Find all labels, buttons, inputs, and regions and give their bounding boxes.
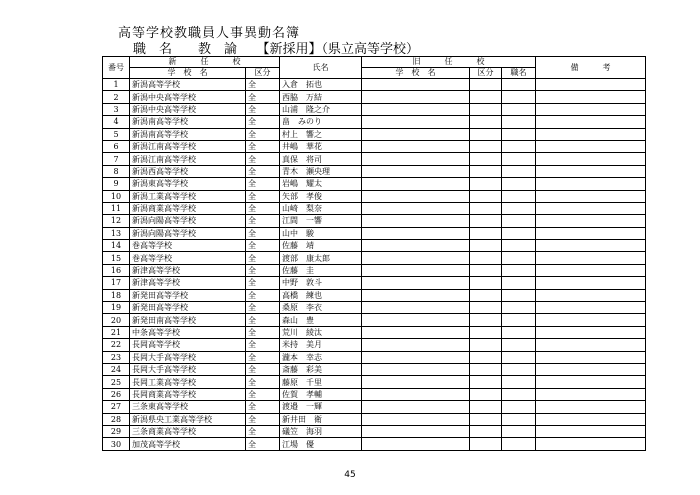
row-name: 畠 みのり: [280, 116, 362, 128]
row-remarks: [536, 128, 646, 140]
row-number: 1: [103, 79, 130, 91]
row-number: 13: [103, 227, 130, 239]
table-row: [103, 190, 646, 202]
row-name: 新井田 衛: [280, 413, 362, 425]
row-remarks: [536, 215, 646, 227]
row-old-position: [502, 363, 536, 375]
header-old-school: 学 校 名: [362, 68, 470, 79]
row-remarks: [536, 91, 646, 103]
row-old-school: [362, 302, 470, 314]
row-remarks: [536, 388, 646, 400]
row-name: 森山 豊: [280, 314, 362, 326]
row-division: 全: [246, 326, 280, 338]
row-old-position: [502, 314, 536, 326]
row-old-school: [362, 227, 470, 239]
row-division: 全: [246, 91, 280, 103]
row-school: 新潟県央工業高等学校: [130, 413, 246, 425]
table-row: [103, 252, 646, 264]
row-number: 10: [103, 190, 130, 202]
row-remarks: [536, 252, 646, 264]
row-school: 新潟南高等学校: [130, 116, 246, 128]
row-name: 山崎 梨奈: [280, 202, 362, 214]
row-number: 26: [103, 388, 130, 400]
row-school: 新潟江南高等学校: [130, 140, 246, 152]
row-number: 14: [103, 240, 130, 252]
row-name: 佐藤 靖: [280, 240, 362, 252]
personnel-table: [102, 56, 646, 451]
table-row: [103, 227, 646, 239]
row-old-school: [362, 401, 470, 413]
row-old-school: [362, 215, 470, 227]
row-old-school: [362, 413, 470, 425]
row-school: 新潟南高等学校: [130, 128, 246, 140]
row-old-position: [502, 153, 536, 165]
table-header-row: [103, 57, 646, 68]
row-old-position: [502, 326, 536, 338]
header-old-post: 旧 任 校: [362, 57, 536, 68]
table-row: [103, 215, 646, 227]
row-division: 全: [246, 165, 280, 177]
row-name: 桑原 李衣: [280, 302, 362, 314]
row-number: 4: [103, 116, 130, 128]
row-old-school: [362, 153, 470, 165]
row-number: 25: [103, 376, 130, 388]
row-number: 2: [103, 91, 130, 103]
table-row: [103, 128, 646, 140]
row-old-division: [470, 326, 502, 338]
row-old-position: [502, 103, 536, 115]
row-name: 井嶋 華花: [280, 140, 362, 152]
row-old-division: [470, 314, 502, 326]
row-old-position: [502, 202, 536, 214]
row-name: 西脇 万結: [280, 91, 362, 103]
row-remarks: [536, 116, 646, 128]
row-old-school: [362, 140, 470, 152]
row-old-school: [362, 339, 470, 351]
table-row: [103, 116, 646, 128]
row-old-position: [502, 128, 536, 140]
row-name: 入倉 拓也: [280, 79, 362, 91]
row-old-division: [470, 153, 502, 165]
row-school: 新発田高等学校: [130, 302, 246, 314]
row-remarks: [536, 103, 646, 115]
row-old-school: [362, 314, 470, 326]
row-remarks: [536, 240, 646, 252]
row-old-position: [502, 376, 536, 388]
row-old-division: [470, 165, 502, 177]
row-old-division: [470, 376, 502, 388]
row-name: 真保 将司: [280, 153, 362, 165]
table-row: [103, 401, 646, 413]
row-old-position: [502, 165, 536, 177]
row-name: 渡部 康太郎: [280, 252, 362, 264]
table-row: [103, 140, 646, 152]
row-name: 村上 響之: [280, 128, 362, 140]
row-name: 斎藤 彩美: [280, 363, 362, 375]
table-row: [103, 314, 646, 326]
row-school: 新潟工業高等学校: [130, 190, 246, 202]
row-number: 28: [103, 413, 130, 425]
row-old-division: [470, 388, 502, 400]
row-division: 全: [246, 388, 280, 400]
row-old-division: [470, 215, 502, 227]
row-old-division: [470, 91, 502, 103]
row-division: 全: [246, 215, 280, 227]
row-school: 新潟西高等学校: [130, 165, 246, 177]
row-number: 12: [103, 215, 130, 227]
row-remarks: [536, 140, 646, 152]
row-remarks: [536, 153, 646, 165]
table-row: [103, 339, 646, 351]
row-division: 全: [246, 153, 280, 165]
row-old-position: [502, 339, 536, 351]
row-old-division: [470, 79, 502, 91]
row-old-position: [502, 140, 536, 152]
row-name: 瀧本 幸志: [280, 351, 362, 363]
row-old-school: [362, 264, 470, 276]
table-row: [103, 79, 646, 91]
row-division: 全: [246, 401, 280, 413]
row-old-division: [470, 240, 502, 252]
row-division: 全: [246, 438, 280, 450]
row-division: 全: [246, 277, 280, 289]
row-old-position: [502, 351, 536, 363]
row-old-position: [502, 252, 536, 264]
row-school: 加茂高等学校: [130, 438, 246, 450]
row-old-position: [502, 116, 536, 128]
row-old-school: [362, 128, 470, 140]
row-old-division: [470, 116, 502, 128]
row-name: 米持 美月: [280, 339, 362, 351]
row-old-position: [502, 240, 536, 252]
row-old-position: [502, 425, 536, 437]
row-number: 18: [103, 289, 130, 301]
row-old-position: [502, 438, 536, 450]
row-old-school: [362, 438, 470, 450]
table-row: [103, 363, 646, 375]
row-old-school: [362, 351, 470, 363]
row-old-division: [470, 339, 502, 351]
row-division: 全: [246, 227, 280, 239]
row-old-school: [362, 190, 470, 202]
row-school: 長岡大手高等学校: [130, 351, 246, 363]
row-number: 20: [103, 314, 130, 326]
row-division: 全: [246, 425, 280, 437]
row-old-position: [502, 289, 536, 301]
row-old-division: [470, 438, 502, 450]
row-old-position: [502, 264, 536, 276]
row-name: 佐藤 圭: [280, 264, 362, 276]
table-row: [103, 264, 646, 276]
row-division: 全: [246, 376, 280, 388]
row-school: 長岡商業高等学校: [130, 388, 246, 400]
row-old-school: [362, 388, 470, 400]
table-row: [103, 326, 646, 338]
row-division: 全: [246, 103, 280, 115]
row-name: 江場 優: [280, 438, 362, 450]
row-number: 27: [103, 401, 130, 413]
row-division: 全: [246, 128, 280, 140]
row-remarks: [536, 425, 646, 437]
row-remarks: [536, 339, 646, 351]
page-number: 45: [344, 470, 356, 480]
row-old-division: [470, 413, 502, 425]
row-number: 23: [103, 351, 130, 363]
row-school: 新潟向陽高等学校: [130, 215, 246, 227]
row-remarks: [536, 79, 646, 91]
row-number: 3: [103, 103, 130, 115]
row-old-school: [362, 376, 470, 388]
row-school: 新発田高等学校: [130, 289, 246, 301]
row-number: 19: [103, 302, 130, 314]
row-school: 中条高等学校: [130, 326, 246, 338]
row-old-division: [470, 103, 502, 115]
row-division: 全: [246, 79, 280, 91]
row-school: 新潟商業高等学校: [130, 202, 246, 214]
row-old-position: [502, 388, 536, 400]
row-name: 渡邉 一輝: [280, 401, 362, 413]
document-subtitle: 職 名 教 論 【新採用】（県立高等学校）: [133, 42, 420, 57]
row-school: 新津高等学校: [130, 264, 246, 276]
row-old-school: [362, 425, 470, 437]
row-school: 巻高等学校: [130, 252, 246, 264]
row-school: 三条東高等学校: [130, 401, 246, 413]
row-school: 新潟東高等学校: [130, 178, 246, 190]
header-number: 番号: [103, 57, 130, 79]
row-old-position: [502, 227, 536, 239]
row-old-division: [470, 363, 502, 375]
row-remarks: [536, 314, 646, 326]
row-number: 11: [103, 202, 130, 214]
row-remarks: [536, 401, 646, 413]
row-division: 全: [246, 351, 280, 363]
row-old-division: [470, 289, 502, 301]
header-old-position: 職名: [502, 68, 536, 79]
row-name: 山浦 隆之介: [280, 103, 362, 115]
row-number: 22: [103, 339, 130, 351]
row-school: 長岡大手高等学校: [130, 363, 246, 375]
row-old-division: [470, 351, 502, 363]
row-number: 5: [103, 128, 130, 140]
row-number: 29: [103, 425, 130, 437]
row-old-position: [502, 215, 536, 227]
row-old-position: [502, 79, 536, 91]
row-name: 山中 駿: [280, 227, 362, 239]
row-name: 矢部 孝俊: [280, 190, 362, 202]
row-old-position: [502, 190, 536, 202]
row-old-position: [502, 277, 536, 289]
row-number: 30: [103, 438, 130, 450]
table-row: [103, 178, 646, 190]
table-row: [103, 351, 646, 363]
table-row: [103, 103, 646, 115]
row-old-school: [362, 202, 470, 214]
row-division: 全: [246, 289, 280, 301]
row-division: 全: [246, 240, 280, 252]
table-row: [103, 289, 646, 301]
row-old-school: [362, 79, 470, 91]
row-old-division: [470, 252, 502, 264]
row-name: 荒川 綾汰: [280, 326, 362, 338]
row-old-school: [362, 252, 470, 264]
row-remarks: [536, 165, 646, 177]
row-school: 新潟江南高等学校: [130, 153, 246, 165]
row-name: 青木 瀬央理: [280, 165, 362, 177]
row-school: 長岡工業高等学校: [130, 376, 246, 388]
row-name: 江間 一響: [280, 215, 362, 227]
row-name: 藤原 千里: [280, 376, 362, 388]
header-new-school: 学 校 名: [130, 68, 246, 79]
row-number: 9: [103, 178, 130, 190]
row-old-division: [470, 302, 502, 314]
row-old-division: [470, 264, 502, 276]
row-old-division: [470, 140, 502, 152]
header-name: 氏名: [280, 57, 362, 79]
row-old-school: [362, 178, 470, 190]
row-remarks: [536, 227, 646, 239]
row-old-division: [470, 190, 502, 202]
row-old-school: [362, 165, 470, 177]
table-row: [103, 438, 646, 450]
row-school: 巻高等学校: [130, 240, 246, 252]
row-old-division: [470, 227, 502, 239]
row-division: 全: [246, 116, 280, 128]
row-old-division: [470, 178, 502, 190]
row-division: 全: [246, 339, 280, 351]
row-old-school: [362, 289, 470, 301]
row-number: 21: [103, 326, 130, 338]
row-number: 17: [103, 277, 130, 289]
row-old-position: [502, 413, 536, 425]
table-row: [103, 165, 646, 177]
row-school: 新津高等学校: [130, 277, 246, 289]
header-old-division: 区分: [470, 68, 502, 79]
row-school: 新潟高等学校: [130, 79, 246, 91]
row-old-school: [362, 277, 470, 289]
row-remarks: [536, 326, 646, 338]
table-row: [103, 277, 646, 289]
row-division: 全: [246, 202, 280, 214]
row-division: 全: [246, 314, 280, 326]
row-name: 高橋 練也: [280, 289, 362, 301]
row-remarks: [536, 190, 646, 202]
table-row: [103, 91, 646, 103]
row-number: 16: [103, 264, 130, 276]
row-old-division: [470, 202, 502, 214]
row-division: 全: [246, 264, 280, 276]
row-remarks: [536, 289, 646, 301]
row-old-school: [362, 326, 470, 338]
row-old-division: [470, 425, 502, 437]
row-old-position: [502, 178, 536, 190]
row-number: 7: [103, 153, 130, 165]
header-new-division: 区分: [246, 68, 280, 79]
row-division: 全: [246, 252, 280, 264]
row-remarks: [536, 413, 646, 425]
row-number: 15: [103, 252, 130, 264]
row-school: 三条商業高等学校: [130, 425, 246, 437]
row-old-school: [362, 363, 470, 375]
row-division: 全: [246, 363, 280, 375]
table-row: [103, 388, 646, 400]
row-remarks: [536, 302, 646, 314]
row-school: 新発田南高等学校: [130, 314, 246, 326]
row-old-position: [502, 91, 536, 103]
row-division: 全: [246, 302, 280, 314]
table-row: [103, 202, 646, 214]
row-remarks: [536, 178, 646, 190]
table-row: [103, 240, 646, 252]
row-division: 全: [246, 190, 280, 202]
row-old-position: [502, 401, 536, 413]
row-remarks: [536, 376, 646, 388]
row-school: 新潟中央高等学校: [130, 91, 246, 103]
table-row: [103, 302, 646, 314]
row-division: 全: [246, 178, 280, 190]
row-old-school: [362, 91, 470, 103]
table-row: [103, 425, 646, 437]
table-row: [103, 376, 646, 388]
row-number: 24: [103, 363, 130, 375]
row-remarks: [536, 351, 646, 363]
table-row: [103, 413, 646, 425]
table-row: [103, 153, 646, 165]
row-old-school: [362, 240, 470, 252]
row-old-division: [470, 128, 502, 140]
header-remarks: 備 考: [536, 57, 646, 79]
header-new-post: 新 任 校: [130, 57, 280, 68]
document-title: 高等学校教職員人事異動名簿: [118, 26, 301, 41]
row-remarks: [536, 363, 646, 375]
row-old-school: [362, 103, 470, 115]
row-name: 礒笠 海羽: [280, 425, 362, 437]
row-old-position: [502, 302, 536, 314]
row-remarks: [536, 202, 646, 214]
row-number: 6: [103, 140, 130, 152]
row-old-division: [470, 277, 502, 289]
row-remarks: [536, 277, 646, 289]
row-division: 全: [246, 413, 280, 425]
row-name: 佐賀 孝輔: [280, 388, 362, 400]
row-remarks: [536, 438, 646, 450]
row-school: 新潟中央高等学校: [130, 103, 246, 115]
row-division: 全: [246, 140, 280, 152]
row-school: 新潟向陽高等学校: [130, 227, 246, 239]
row-number: 8: [103, 165, 130, 177]
row-remarks: [536, 264, 646, 276]
row-old-school: [362, 116, 470, 128]
row-name: 中野 敦斗: [280, 277, 362, 289]
row-name: 岩嶋 耀太: [280, 178, 362, 190]
row-school: 長岡高等学校: [130, 339, 246, 351]
row-old-division: [470, 401, 502, 413]
